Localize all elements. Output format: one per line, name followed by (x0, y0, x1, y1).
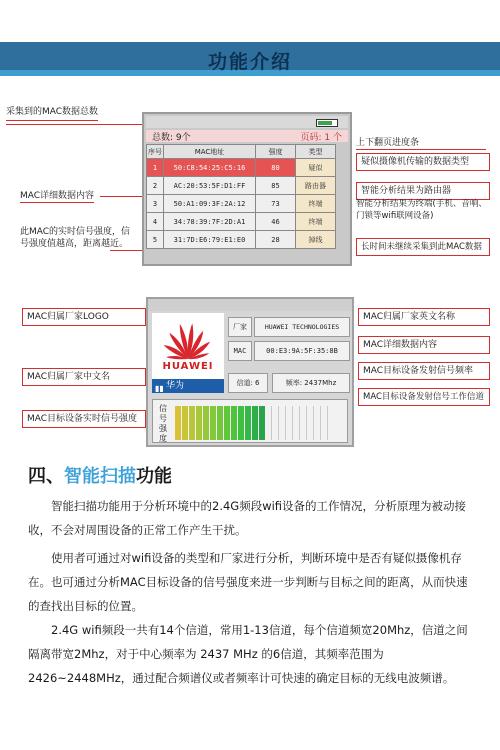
callout-mac-detail: MAC详细数据内容 (20, 191, 95, 201)
table-row[interactable] (147, 231, 336, 249)
signal-bar (238, 406, 244, 440)
row-strength: 85 (256, 177, 296, 195)
signal-bar (224, 406, 230, 440)
section-prefix: 四、 (28, 466, 64, 487)
vendor-name-cn (152, 379, 224, 393)
signal-bar (210, 406, 216, 440)
callout-realtime-signal: MAC目标设备实时信号强度 (22, 410, 146, 428)
device-screen-scan-list (142, 112, 352, 266)
column-header: 序号 (147, 145, 164, 159)
callout-mac-total: 采集到的MAC数据总数 (6, 106, 98, 121)
column-header: MAC地址 (164, 145, 256, 159)
status-bar (146, 116, 348, 128)
column-header: 强度 (256, 145, 296, 159)
signal-bar (196, 406, 202, 440)
row-strength: 80 (256, 159, 296, 177)
signal-bar-empty (266, 406, 272, 440)
table-row[interactable] (147, 159, 336, 177)
signal-bar-empty (322, 406, 328, 440)
row-index: 1 (147, 159, 164, 177)
row-type: 终端 (296, 195, 336, 213)
leader-line (6, 124, 146, 125)
callout-mac-detail-2: MAC详细数据内容 (358, 336, 490, 354)
callout-page-bar: 上下翻页进度条 (356, 137, 486, 150)
signal-bar (203, 406, 209, 440)
row-strength: 73 (256, 195, 296, 213)
signal-bar-empty (280, 406, 286, 440)
row-mac: 50:A1:09:3F:2A:12 (164, 195, 256, 213)
huawei-logo-icon (152, 313, 224, 363)
row-mac: 34:78:39:7F:2D:A1 (164, 213, 256, 231)
signal-bar-empty (273, 406, 279, 440)
paragraph-2: 使用者可通过对wifi设备的类型和厂家进行分析，判断环境中是否有疑似摄像机存在。也可通过分析MAC目标设备的信号强度来进一步判断与目标之间的距离，从而快速的查找出目标的位置。 (28, 551, 468, 613)
status-bar (148, 299, 352, 311)
table-row[interactable] (147, 195, 336, 213)
paragraph-1: 智能扫描功能用于分析环境中的2.4G频段wifi设备的工作情况，分析原理为被动接收，不会对周围设备的正常工作产生干扰。 (28, 499, 467, 537)
signal-bar (252, 406, 258, 440)
signal-bar-empty (308, 406, 314, 440)
vendor-cn-label: 华为 (166, 381, 185, 391)
frequency-value: 频率: 2437Mhz (272, 373, 350, 393)
row-type: 终端 (296, 213, 336, 231)
callout-vendor-logo: MAC归属厂家LOGO (22, 308, 146, 326)
callout-frequency: MAC目标设备发射信号频率 (358, 362, 490, 380)
callout-vendor-en: MAC归属厂家英文名称 (358, 308, 490, 326)
vendor-label: 厂家 (228, 317, 252, 337)
mac-table (146, 144, 336, 249)
row-mac: AC:20:53:5F:D1:FF (164, 177, 256, 195)
row-type: 掉线 (296, 231, 336, 249)
row-strength: 28 (256, 231, 296, 249)
signal-bar (245, 406, 251, 440)
callout-router: 智能分析结果为路由器 (356, 182, 490, 200)
column-header: 类型 (296, 145, 336, 159)
row-index: 5 (147, 231, 164, 249)
callout-vendor-cn: MAC归属厂家中文名 (22, 368, 146, 386)
signal-bar-empty (301, 406, 307, 440)
row-mac: 50:C8:54:25:C5:16 (164, 159, 256, 177)
row-type: 路由器 (296, 177, 336, 195)
vendor-brand-en: HUAWEI (162, 361, 214, 372)
row-type: 疑似 (296, 159, 336, 177)
callout-channel: MAC目标设备发射信号工作信道 (358, 388, 490, 406)
paragraph-3: 2.4G wifi频段一共有14个信道，常用1-13信道，每个信道频宽20Mhz，信道之间隔离带宽2Mhz，对于中心频率为 2437 MHz 的6信道，其频率范围为 2426~2448MHz，通过配合频谱仪或者频率计可快速的确定目标的无线电波频谱。 (28, 623, 468, 685)
section-heading (28, 462, 172, 488)
total-count: 总数: 9个 (152, 133, 191, 143)
row-index: 2 (147, 177, 164, 195)
battery-icon (316, 119, 338, 127)
signal-bar-empty (287, 406, 293, 440)
table-row[interactable] (147, 213, 336, 231)
callout-signal-note: 此MAC的实时信号强度，信号强度值越高，距离越近。 (20, 227, 131, 249)
signal-bar (231, 406, 237, 440)
mac-label: MAC (228, 341, 252, 361)
section-suffix: 功能 (136, 466, 172, 487)
mac-value: 00:E3:9A:5F:35:8B (254, 341, 350, 361)
signal-label: 信号强度 (159, 404, 167, 443)
signal-bar (175, 406, 181, 440)
signal-bar-empty (315, 406, 321, 440)
signal-bar-empty (294, 406, 300, 440)
row-strength: 46 (256, 213, 296, 231)
page-title: 功能介绍 (207, 51, 292, 73)
signal-strength-meter (152, 399, 348, 443)
signal-bar (182, 406, 188, 440)
table-header-row (147, 145, 336, 159)
vendor-value: HUAWEI TECHNOLOGIES (254, 317, 350, 337)
signal-bar (189, 406, 195, 440)
row-mac: 31:7D:E6:79:E1:E0 (164, 231, 256, 249)
channel-value: 信道: 6 (228, 373, 268, 393)
signal-bar (259, 406, 265, 440)
list-summary-bar (146, 130, 348, 142)
device-screen-detail (146, 297, 354, 447)
signal-bar (217, 406, 223, 440)
signal-icon: ▮▮ (155, 384, 164, 393)
section-highlight: 智能扫描 (64, 466, 136, 487)
row-index: 4 (147, 213, 164, 231)
table-row[interactable] (147, 177, 336, 195)
row-index: 3 (147, 195, 164, 213)
page-indicator: 页码: 1 个 (300, 133, 342, 143)
callout-terminal: 智能分析结果为终端(手机、音响、门锁等wifi联网设备) (356, 199, 487, 221)
callout-suspect-camera: 疑似摄像机传输的数据类型 (356, 153, 490, 171)
callout-offline: 长时间未继续采集到此MAC数据 (356, 238, 490, 256)
